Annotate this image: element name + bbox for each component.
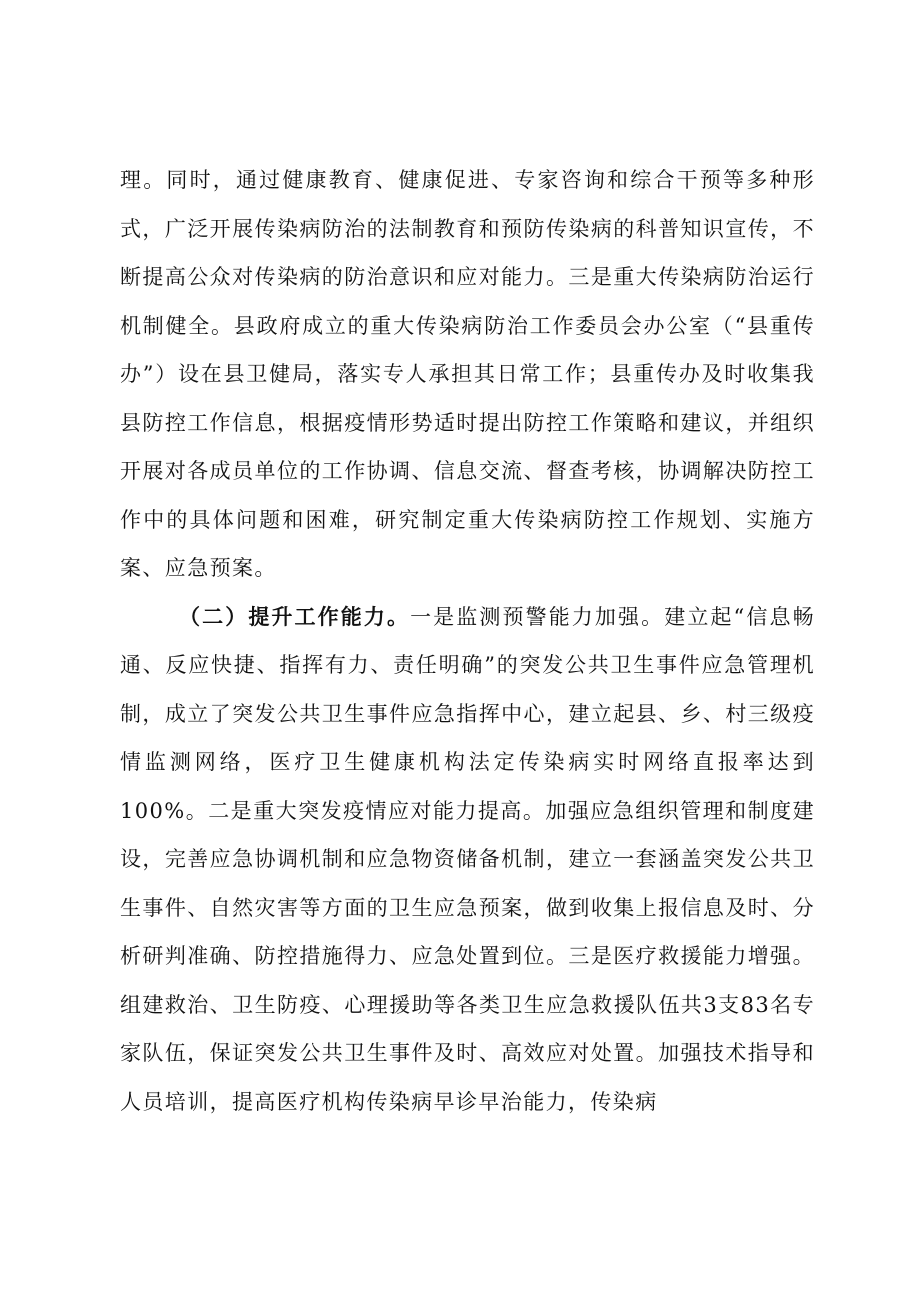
paragraph-2-text: 一是监测预警能力加强。建立起“信息畅通、反应快捷、指挥有力、责任明确”的突发公共卫生事件应急管理机制，成立了突发公共卫生事件应急指挥中心，建立起县、乡、村三级疫情监测网络，医疗卫生健康机构法定传染病实时网络直报率达到100%。二是重大突发疫情应对能力提高。加强应急组织管理和制度建设，完善应急协调机制和应急物资储备机制，建立一套涵盖突发公共卫生事件、自然灾害等方面的卫生应急预案，做到收集上报信息及时、分析研判准确、防控措施得力、应急处置到位。三是医疗救援能力增强。组建救治、卫生防疫、心理援助等各类卫生应急救援队伍共3支83名专家队伍，保证突发公共卫生事件及时、高效应对处置。加强技术指导和人员培训，提高医疗机构传染病早诊早治能力，传染病 [120, 604, 815, 1114]
paragraph-work-capacity [120, 593, 815, 1127]
document-body [120, 156, 815, 1126]
section-heading: （二）提升工作能力。 [179, 603, 411, 629]
paragraph-1-text: 理。同时，通过健康教育、健康促进、专家咨询和综合干预等多种形式，广泛开展传染病防治的法制教育和预防传染病的科普知识宣传，不断提高公众对传染病的防治意识和应对能力。三是重大传染病防治运行机制健全。县政府成立的重大传染病防治工作委员会办公室（“县重传办”）设在县卫健局，落实专人承担其日常工作；县重传办及时收集我县防控工作信息，根据疫情形势适时提出防控工作策略和建议，并组织开展对各成员单位的工作协调、信息交流、督查考核，协调解决防控工作中的具体问题和困难，研究制定重大传染病防控工作规划、实施方案、应急预案。 [120, 168, 815, 580]
paragraph-continuation [120, 156, 815, 593]
